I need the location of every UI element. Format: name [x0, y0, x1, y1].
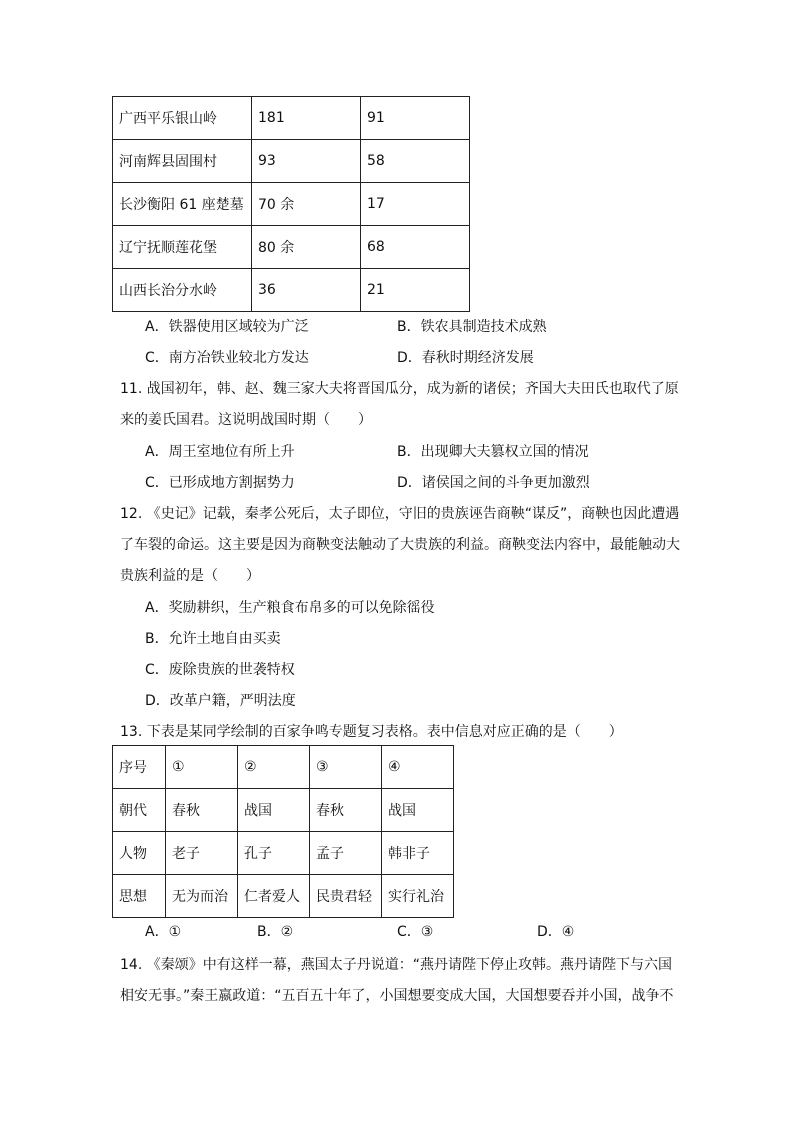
table-cell: 仁者爱人 [238, 875, 310, 918]
table-cell: ③ [310, 746, 382, 789]
q10-option-a: A．铁器使用区域较为广泛 [145, 319, 309, 335]
table-cell: 91 [361, 97, 470, 140]
q12-option-a: A．奖励耕织，生产粮食布帛多的可以免除徭役 [145, 600, 435, 616]
table-cell: 孔子 [238, 832, 310, 875]
table-cell: 春秋 [166, 789, 238, 832]
q11-option-a: A．周王室地位有所上升 [145, 444, 295, 460]
table-cell: 河南辉县固围村 [113, 140, 252, 183]
hundred-schools-table [112, 745, 454, 918]
table-cell: 人物 [113, 832, 166, 875]
q12-option-b: B．允许土地自由买卖 [145, 631, 281, 647]
table-cell: 58 [361, 140, 470, 183]
q10-option-c: C．南方冶铁业较北方发达 [145, 350, 309, 366]
q13-option-a: A．① [145, 924, 182, 940]
table-cell: 春秋 [310, 789, 382, 832]
table-cell: 山西长治分水岭 [113, 269, 252, 312]
table-cell: 68 [361, 226, 470, 269]
table-cell: 36 [252, 269, 361, 312]
table-cell: 战国 [382, 789, 454, 832]
q11-stem-line1: 11. 战国初年，韩、赵、魏三家大夫将晋国瓜分，成为新的诸侯；齐国大夫田氏也取代了原 [120, 381, 679, 397]
table-cell: 17 [361, 183, 470, 226]
q12-option-d: D．改革户籍，严明法度 [145, 693, 296, 709]
table-cell: 朝代 [113, 789, 166, 832]
table-cell: 181 [252, 97, 361, 140]
table-row [113, 875, 454, 918]
q11-option-c: C．已形成地方割据势力 [145, 475, 295, 491]
table-cell: 广西平乐银山岭 [113, 97, 252, 140]
table-cell: 70 余 [252, 183, 361, 226]
q13-stem: 13. 下表是某同学绘制的百家争鸣专题复习表格。表中信息对应正确的是（ ） [120, 724, 623, 740]
table-cell: ② [238, 746, 310, 789]
table-cell: 战国 [238, 789, 310, 832]
q14-stem-line2: 相安无事。”秦王嬴政道：“五百五十年了，小国想要变成大国，大国想要吞并小国，战争不 [120, 988, 674, 1004]
q13-option-c: C．③ [397, 924, 434, 940]
q13-option-d: D．④ [537, 924, 575, 940]
q13-option-b: B．② [257, 924, 294, 940]
q10-option-d: D．春秋时期经济发展 [397, 350, 534, 366]
table-cell: 老子 [166, 832, 238, 875]
q12-stem-line3: 贵族利益的是（ ） [120, 568, 260, 584]
table-cell: 实行礼治 [382, 875, 454, 918]
table-cell: 序号 [113, 746, 166, 789]
q11-option-d: D．诸侯国之间的斗争更加激烈 [397, 475, 590, 491]
table-row [113, 746, 454, 789]
q12-stem-line1: 12. 《史记》记载，秦孝公死后，太子即位，守旧的贵族诬告商鞅“谋反”，商鞅也因此遭遇 [120, 506, 680, 522]
q14-stem-line1: 14. 《秦颂》中有这样一幕，燕国太子丹说道：“燕丹请陛下停止攻韩。燕丹请陛下与六国 [120, 957, 672, 973]
q11-option-b: B．出现卿大夫篡权立国的情况 [397, 444, 589, 460]
table-row [113, 832, 454, 875]
iron-tools-table [112, 96, 470, 312]
q12-stem-line2: 了车裂的命运。这主要是因为商鞅变法触动了大贵族的利益。商鞅变法内容中，最能触动大 [120, 537, 680, 553]
table-cell: 孟子 [310, 832, 382, 875]
table-row [113, 269, 470, 312]
q10-option-b: B．铁农具制造技术成熟 [397, 319, 547, 335]
table-cell: 思想 [113, 875, 166, 918]
table-row [113, 226, 470, 269]
table-cell: ④ [382, 746, 454, 789]
table-cell: 韩非子 [382, 832, 454, 875]
table-row [113, 97, 470, 140]
table-cell: 长沙衡阳 61 座楚墓 [113, 183, 252, 226]
table-cell: 辽宁抚顺莲花堡 [113, 226, 252, 269]
q11-stem-line2: 来的姜氏国君。这说明战国时期（ ） [120, 412, 372, 428]
table-cell: 80 余 [252, 226, 361, 269]
table-row [113, 789, 454, 832]
table-cell: 无为而治 [166, 875, 238, 918]
q12-option-c: C．废除贵族的世袭特权 [145, 662, 295, 678]
table-cell: ① [166, 746, 238, 789]
table-cell: 民贵君轻 [310, 875, 382, 918]
table-row [113, 140, 470, 183]
table-cell: 21 [361, 269, 470, 312]
table-row [113, 183, 470, 226]
table-cell: 93 [252, 140, 361, 183]
